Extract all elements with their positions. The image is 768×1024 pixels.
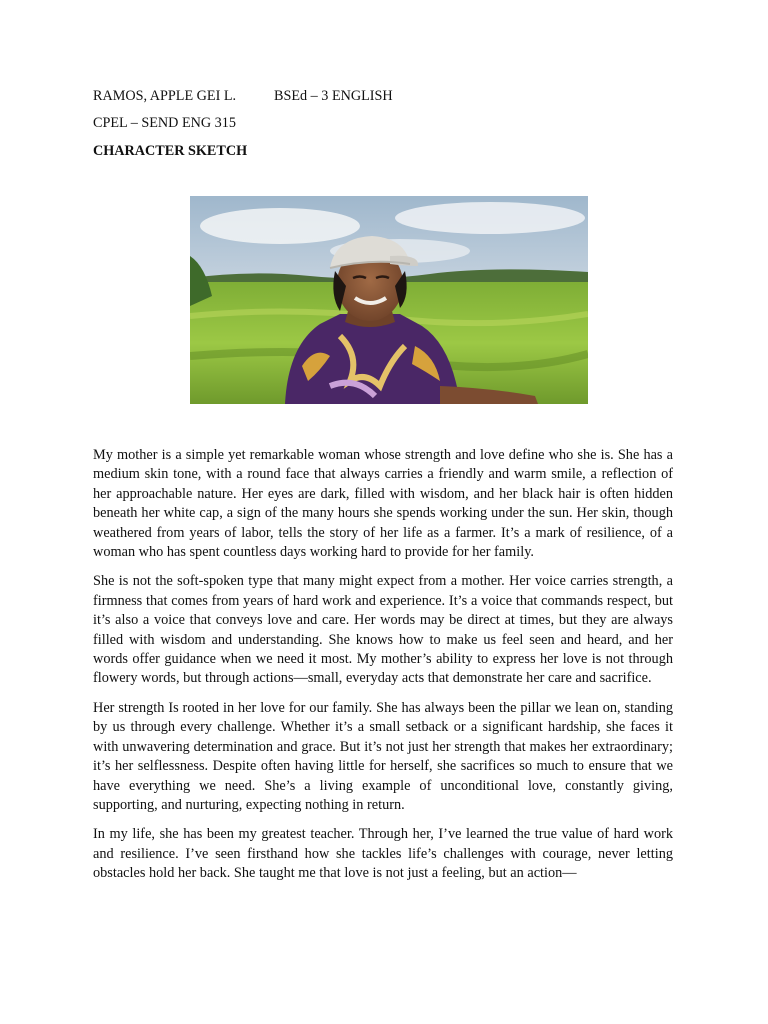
program-label: BSEd – 3 ENGLISH bbox=[274, 88, 393, 104]
portrait-photo bbox=[190, 196, 588, 404]
author-name: RAMOS, APPLE GEI L. bbox=[93, 88, 237, 104]
course-code: CPEL – SEND ENG 315 bbox=[93, 115, 236, 131]
paragraph: Her strength Is rooted in her love for our family. She has always been the pillar we lean on, standing by us through every challenge. Whether it’s a small setback or a significant hardship, she faces it with unwavering determination and grace. But it’s not just her strength that makes her extraordinary; it’s her selflessness. Despite often having little for herself, she sacrifices so much to ensure that we have everything we need. She’s a living example of unconditional love, constantly giving, supporting, and nurturing, expecting nothing in return. bbox=[93, 699, 673, 813]
paragraph: She is not the soft-spoken type that many might expect from a mother. Her voice carries strength, a firmness that comes from years of hard work and experience. It’s a voice that commands respect, but it’s also a voice that conveys love and care. Her words may be direct at times, but they are always filled with wisdom and understanding. She knows how to make us feel seen and heard, and her words offer guidance when we need it most. My mother’s ability to express her love is not through flowery words, but through actions—small, everyday acts that demonstrate her care and sacrifice. bbox=[93, 573, 673, 687]
document-title: CHARACTER SKETCH bbox=[93, 143, 248, 159]
paragraph: In my life, she has been my greatest teacher. Through her, I’ve learned the true value of hard work and resilience. I’ve seen firsthand how she tackles life’s challenges with courage, never letting obstacles hold her back. She taught me that love is not just a feeling, but an action— bbox=[93, 826, 673, 882]
paragraph: My mother is a simple yet remarkable woman whose strength and love define who she is. She has a medium skin tone, with a round face that always carries a friendly and warm smile, a reflection of her approachable nature. Her eyes are dark, filled with wisdom, and her black hair is often hidden beneath her white cap, a sign of the many hours she spends working under the sun. Her skin, though weathered from years of labor, tells the story of her life as a farmer. It’s a mark of resilience, of a woman who has spent countless days working hard to provide for her family. bbox=[93, 447, 673, 561]
essay-body bbox=[93, 446, 673, 894]
author-line bbox=[93, 87, 393, 105]
